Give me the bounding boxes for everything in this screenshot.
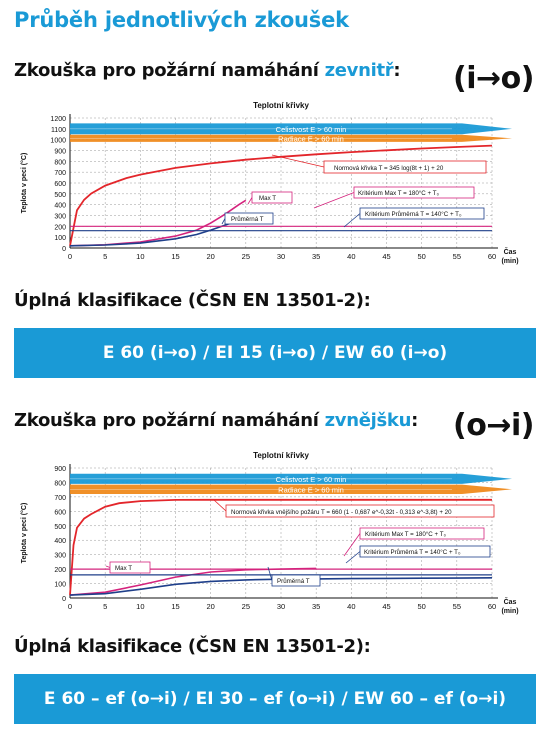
x-tick-label: 10 xyxy=(136,252,145,261)
y-tick-label: 400 xyxy=(54,202,66,210)
x-tick-label: 10 xyxy=(136,602,145,611)
x-tick-label: 25 xyxy=(241,602,251,611)
x-tick-label: 45 xyxy=(382,252,391,261)
callout-leader xyxy=(346,552,360,564)
y-tick-label: 800 xyxy=(54,480,66,488)
y-tick-label: 200 xyxy=(54,567,66,575)
callout-leader xyxy=(344,534,360,557)
band-label: Radiace E > 60 min xyxy=(278,134,344,144)
section1-heading: Zkouška pro požární namáhání zevnitř: xyxy=(14,60,401,81)
series-line xyxy=(70,218,246,246)
chart-internal-fire xyxy=(14,98,534,278)
x-tick-label: 0 xyxy=(67,602,73,611)
y-tick-label: 100 xyxy=(54,581,66,589)
x-tick-label: 60 xyxy=(487,602,497,611)
band-label: Celistvost E > 60 min xyxy=(275,124,347,134)
series-label: Max T xyxy=(115,565,133,572)
y-tick-label: 1200 xyxy=(50,116,66,123)
section2-class-heading: Úplná klasifikace (ČSN EN 13501-2): xyxy=(14,636,371,657)
y-tick-label: 900 xyxy=(54,148,66,156)
section2-class-banner: E 60 – ef (o→i) / EI 30 – ef (o→i) / EW 60 – ef (o→i) xyxy=(14,674,536,724)
x-tick-label: 15 xyxy=(171,602,180,611)
section2-direction: (o→i) xyxy=(453,408,534,443)
y-tick-label: 600 xyxy=(54,509,66,517)
x-tick-label: 30 xyxy=(276,252,286,261)
x-tick-label: 0 xyxy=(67,252,73,261)
y-tick-label: 100 xyxy=(54,235,66,243)
y-tick-label: 300 xyxy=(54,552,66,560)
x-tick-label: 50 xyxy=(417,252,426,261)
page-title: Průběh jednotlivých zkoušek xyxy=(14,8,349,32)
x-axis-label: Čas xyxy=(503,599,517,606)
y-tick-label: 0 xyxy=(62,596,66,603)
y-tick-label: 300 xyxy=(54,213,66,221)
x-tick-label: 45 xyxy=(382,602,391,611)
section1-class-banner: E 60 (i→o) / EI 15 (i→o) / EW 60 (i→o) xyxy=(14,328,536,378)
series-label: Normová křivka vnějšího požáru T = 660 (1 - 0,687 e^-0,32t - 0,313 e^-3,8t) + 20 xyxy=(231,509,452,516)
x-tick-label: 30 xyxy=(276,602,286,611)
y-tick-label: 1000 xyxy=(50,137,66,145)
series-label: Kritérium Max T = 180°C + T₀ xyxy=(358,190,440,197)
x-axis-label-unit: (min) xyxy=(501,608,519,615)
series-label: Průměrná T xyxy=(277,578,310,585)
callout-leader xyxy=(272,155,324,167)
y-tick-label: 700 xyxy=(54,170,66,178)
series-label: Průměrná T xyxy=(231,216,264,223)
band-label: Celistvost E > 60 min xyxy=(275,474,347,484)
band-label: Radiace E > 60 min xyxy=(278,485,344,495)
y-tick-label: 800 xyxy=(54,159,66,167)
x-tick-label: 60 xyxy=(487,252,497,261)
series-label: Kritérium Průměrná T = 140°C + T₀ xyxy=(365,211,462,218)
callout-leader xyxy=(314,193,354,209)
x-tick-label: 15 xyxy=(171,252,180,261)
x-axis-label-unit: (min) xyxy=(501,258,519,265)
callout-leader xyxy=(106,566,110,568)
y-tick-label: 400 xyxy=(54,538,66,546)
x-tick-label: 5 xyxy=(103,602,108,611)
callout-leader xyxy=(222,219,225,225)
x-tick-label: 55 xyxy=(452,252,462,261)
x-tick-label: 40 xyxy=(347,252,356,261)
section2-heading: Zkouška pro požární namáhání zvnějšku: xyxy=(14,410,419,431)
series-label: Max T xyxy=(259,195,277,202)
series-label: Kritérium Max T = 180°C + T₀ xyxy=(365,531,447,538)
chart-title: Teplotní křivky xyxy=(253,451,309,460)
callout-leader xyxy=(248,198,252,205)
x-tick-label: 25 xyxy=(241,252,251,261)
x-tick-label: 20 xyxy=(206,252,215,261)
y-tick-label: 500 xyxy=(54,523,66,531)
chart-external-fire xyxy=(14,448,534,628)
y-axis-label: Teplota v peci (°C) xyxy=(21,152,28,214)
y-tick-label: 1100 xyxy=(50,126,66,134)
y-tick-label: 700 xyxy=(54,494,66,502)
x-tick-label: 5 xyxy=(103,252,108,261)
section1-class-heading: Úplná klasifikace (ČSN EN 13501-2): xyxy=(14,290,371,311)
x-tick-label: 35 xyxy=(311,252,321,261)
x-tick-label: 20 xyxy=(206,602,215,611)
chart-title: Teplotní křivky xyxy=(253,101,309,110)
x-axis-label: Čas xyxy=(503,249,517,256)
series-label: Kritérium Průměrná T = 140°C + T₀ xyxy=(364,549,461,556)
series-label: Normová křivka T = 345 log(8t + 1) + 20 xyxy=(334,165,444,172)
x-tick-label: 55 xyxy=(452,602,462,611)
y-tick-label: 0 xyxy=(62,246,66,253)
callout-leader xyxy=(214,500,226,511)
x-tick-label: 50 xyxy=(417,602,426,611)
section1-direction: (i→o) xyxy=(453,61,534,96)
y-tick-label: 900 xyxy=(54,466,66,473)
x-tick-label: 40 xyxy=(347,602,356,611)
y-tick-label: 600 xyxy=(54,181,66,188)
series-line xyxy=(70,200,246,246)
y-tick-label: 500 xyxy=(54,191,66,199)
y-tick-label: 200 xyxy=(54,224,66,232)
x-tick-label: 35 xyxy=(311,602,321,611)
y-axis-label: Teplota v peci (°C) xyxy=(21,502,28,564)
